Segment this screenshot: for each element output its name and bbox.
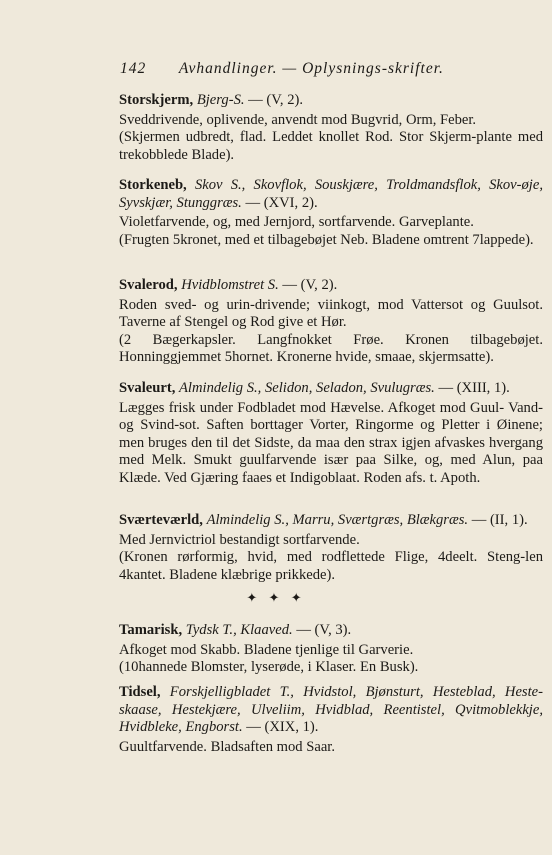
entry-text: Lægges frisk under Fodbladet mod Hævelse. Afkoget mod Guul- Vand- og Svind-sot. Saften borttager Vorter, Ringorme og Pletter i Øinene; men bruges den til det Sidste, da maa den strax igjen afvaskes hvergang med Melk. Smukt guulfarvende især paa Silke, og, med Alun, paa Klæde. Ved Gjæring faaes et Indigoblaat. Roden afs. t. Apoth.: [119, 399, 543, 486]
synonyms: Bjerg-S.: [196, 92, 245, 108]
headword: Tidsel,: [119, 684, 161, 700]
reference: — (II, 1).: [471, 512, 528, 528]
entry-text: Sveddrivende, oplivende, anvendt mod Bugvrid, Orm, Feber.: [119, 111, 477, 128]
headword: Storkeneb,: [119, 177, 187, 193]
synonyms: Skov S., Skovflok, Souskjære, Troldmandsflok, Skov-øje, Syvskjær, Stunggræs.: [119, 177, 543, 211]
entry-svaleurt: [119, 380, 543, 488]
headword: Svaleurt,: [119, 380, 176, 396]
entry-text: Afkoget mod Skabb. Bladene tjenlige til Garverie.: [119, 641, 414, 658]
running-title: Avhandlinger. — Oplysnings-skrifter.: [178, 60, 444, 77]
entry-text: Violetfarvende, og, med Jernjord, sortfarvende. Garveplante.: [119, 214, 474, 231]
entry-text: (Kronen rørformig, hvid, med rodflettede Flige, 4deelt. Steng-len 4kantet. Bladene klæbrige prikkede).: [119, 549, 543, 583]
synonyms: Almindelig S., Marru, Sværtgræs, Blækgræs.: [206, 512, 469, 528]
synonyms: Almindelig S., Selidon, Seladon, Svulugræs.: [179, 380, 435, 396]
reference: — (V, 2).: [282, 277, 338, 293]
running-header: [120, 60, 492, 78]
entry-tamarisk: [119, 622, 543, 677]
entry-svalerod: [119, 277, 543, 367]
page-number: 142: [120, 60, 147, 77]
headword: Svalerod,: [119, 277, 178, 293]
entry-text: (10hannede Blomster, lyserøde, i Klaser. En Busk).: [119, 659, 419, 676]
synonyms: Tydsk T., Klaaved.: [185, 622, 293, 638]
headword: Storskjerm,: [119, 92, 194, 108]
headword: Tamarisk,: [119, 622, 183, 638]
entry-text: (Skjermen udbredt, flad. Leddet knollet Rod. Stor Skjerm-plante med trekobblede Blade).: [119, 129, 543, 163]
reference: — (V, 2).: [248, 92, 304, 108]
reference: — (XVI, 2).: [245, 194, 318, 211]
reference: — (V, 3).: [296, 622, 352, 638]
entry-storskjerm: [119, 92, 543, 164]
headword: Sværteværld,: [119, 512, 203, 528]
entry-svaertevaeld: [119, 512, 543, 584]
reference: — (XIX, 1).: [246, 719, 319, 736]
entry-text: (2 Bægerkapsler. Langfnokket Frøe. Kronen tilbagebøjet. Honninggjemmet 5hornet. Kronerne hvide, smaae, skjermsatte).: [119, 331, 543, 366]
entry-storkeneb: [119, 177, 543, 249]
section-separator: ✦ ✦ ✦: [246, 590, 306, 605]
entry-text: (Frugten 5kronet, med et tilbagebøjet Neb. Bladene omtrent 7lappede).: [119, 231, 534, 248]
entry-text: Guultfarvende. Bladsaften mod Saar.: [119, 738, 336, 755]
entry-tidsel: [119, 684, 543, 756]
reference: — (XIII, 1).: [438, 380, 510, 396]
synonyms: Hvidblomstret S.: [181, 277, 279, 293]
entry-text: Med Jernvictriol bestandigt sortfarvende.: [119, 531, 360, 548]
entry-text: Roden sved- og urin-drivende; viinkogt, mod Vattersot og Guulsot. Taverne af Stengel og Rod give et Hør.: [119, 296, 543, 331]
synonyms: Forskjelligbladet T., Hvidstol, Bjønsturt, Hesteblad, Heste-skaase, Hestekjære, Ulveliim, Hvidblad, Reentistel, Qvitmoblekkje, Hvidbleke, Engborst.: [119, 684, 543, 736]
